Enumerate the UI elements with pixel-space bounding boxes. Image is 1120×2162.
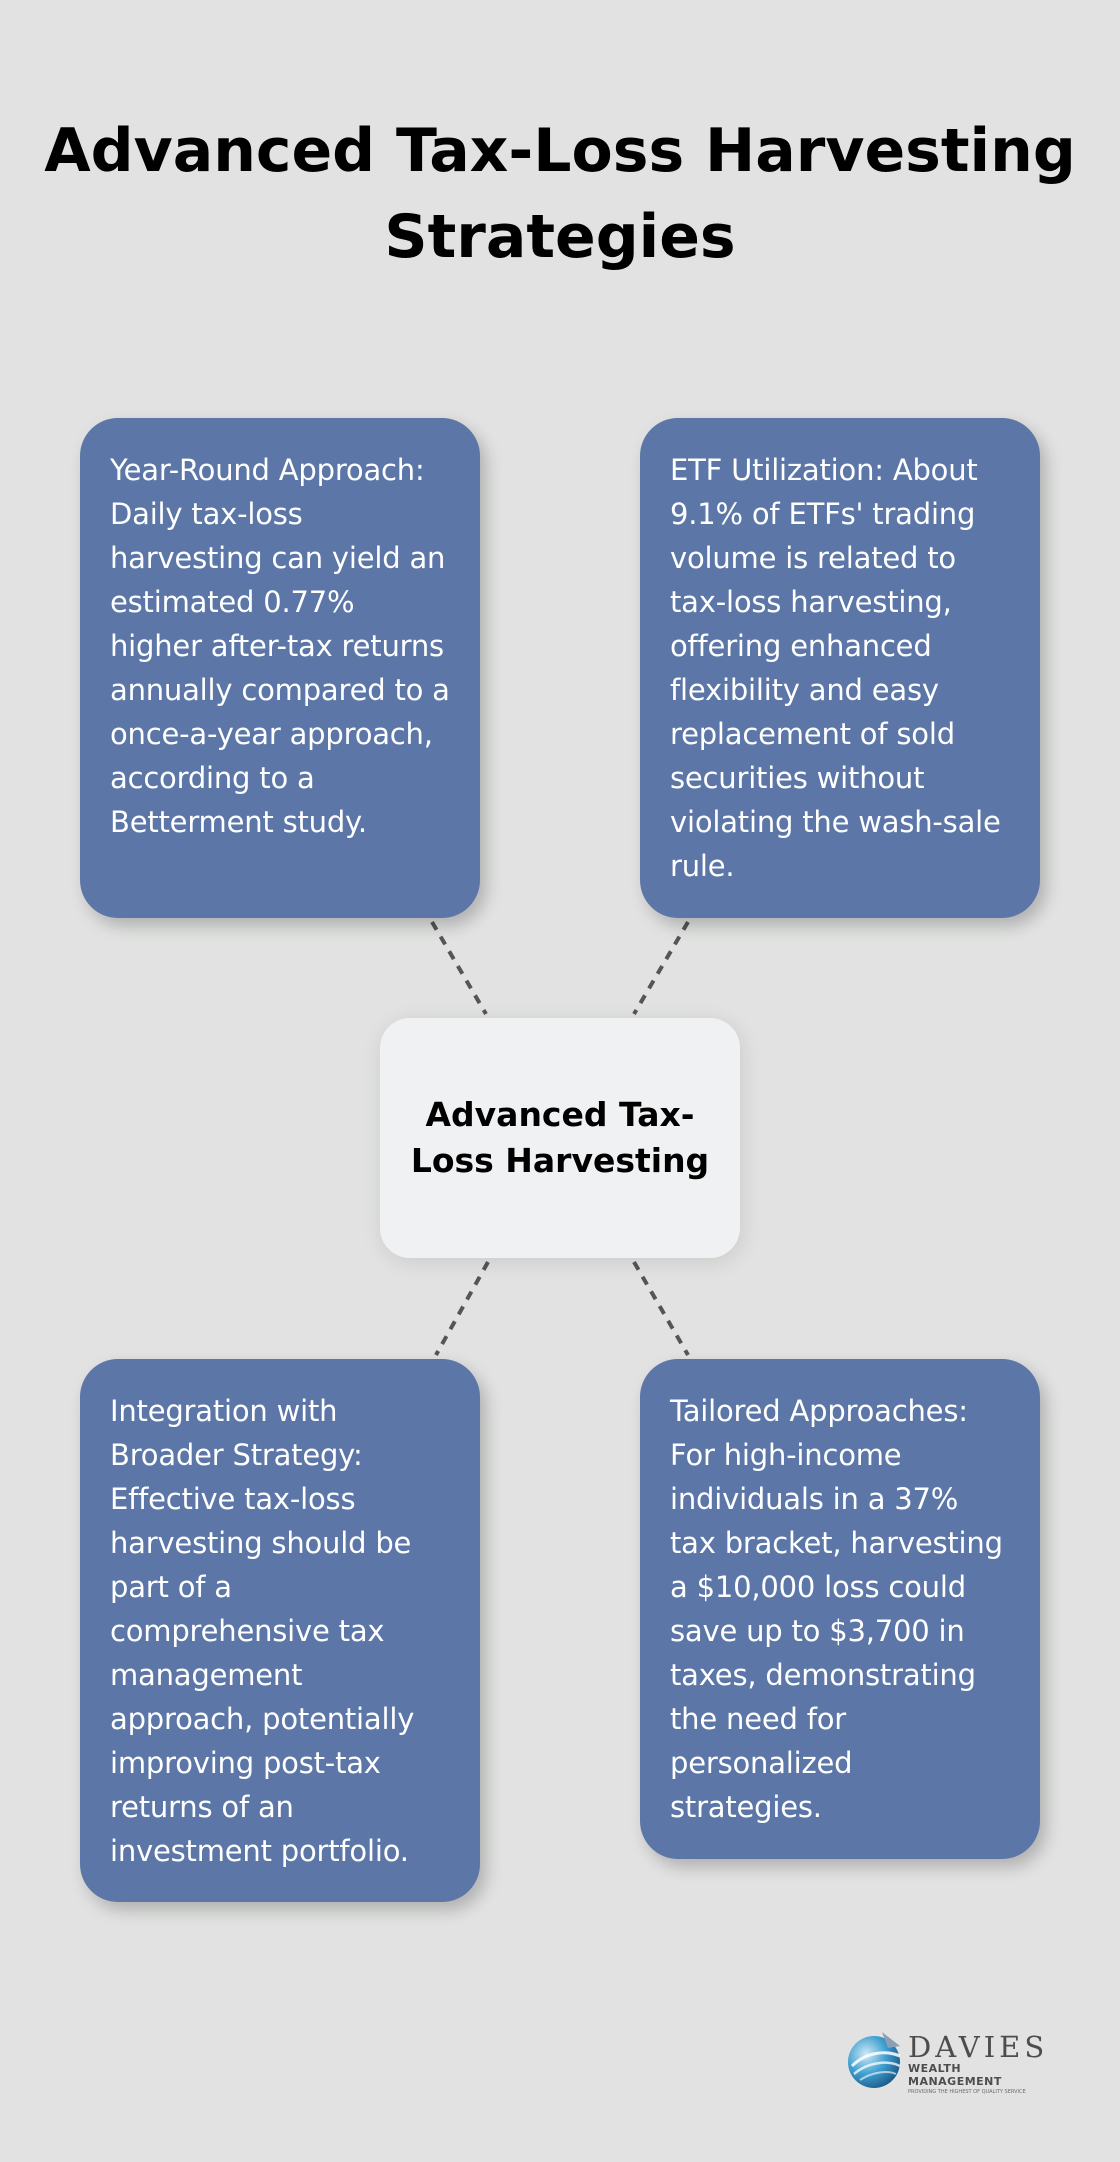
logo-name: DAVIES (908, 2030, 1049, 2064)
strategy-card-year-round: Year-Round Approach: Daily tax-loss harvesting can yield an estimated 0.77% higher after-tax returns annually compared to a once-a-year approach, according to a Betterment study. (80, 418, 480, 918)
strategy-card-etf-utilization: ETF Utilization: About 9.1% of ETFs' trading volume is related to tax-loss harvesting, offering enhanced flexibility and easy replacement of sold securities without violating the wash-sale rule. (640, 418, 1040, 918)
globe-icon (846, 2030, 906, 2092)
central-hub-label: Advanced Tax-Loss Harvesting (410, 1095, 710, 1180)
company-logo (846, 2030, 1056, 2095)
strategy-card-tailored: Tailored Approaches: For high-income individuals in a 37% tax bracket, harvesting a $10,000 loss could save up to $3,700 in taxes, demonstrating the need for personalized strategies. (640, 1359, 1040, 1859)
page-title: Advanced Tax-Loss Harvesting Strategies (44, 116, 1076, 272)
connector-line-top-left (432, 922, 486, 1014)
connector-line-top-right (634, 922, 688, 1014)
connector-line-bottom-left (436, 1262, 488, 1355)
connector-line-bottom-right (634, 1262, 688, 1355)
logo-subtitle: WEALTH MANAGEMENT (908, 2062, 1002, 2088)
logo-tagline: PROVIDING THE HIGHEST OF QUALITY SERVICE (908, 2089, 1026, 2095)
central-hub (380, 1018, 740, 1258)
strategy-card-integration: Integration with Broader Strategy: Effective tax-loss harvesting should be part of a comprehensive tax management approach, potentially improving post-tax returns of an investment portfolio. (80, 1359, 480, 1902)
